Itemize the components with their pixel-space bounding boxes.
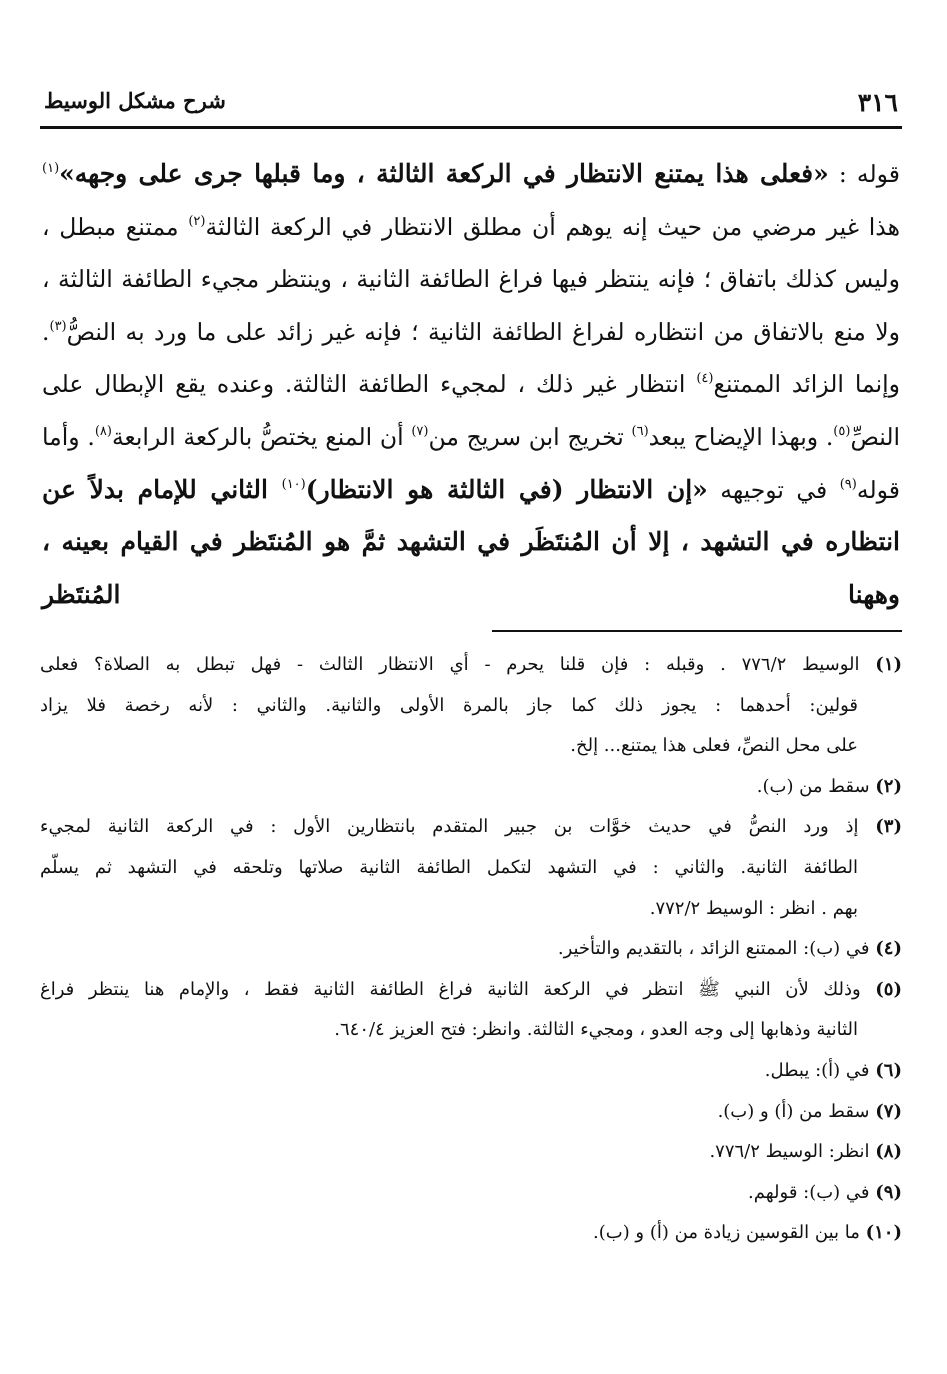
footnote-number: (٥) <box>875 978 902 1000</box>
text-segment: أن المنع يختصُّ بالركعة الرابعة <box>111 422 412 451</box>
footnote-ref: (٤) <box>696 371 714 387</box>
text-segment: . وأما قوله <box>42 422 900 504</box>
footnote-number: (٨) <box>875 1141 902 1163</box>
footnote-line: قولين: أحدهما : يجوز ذلك كما جاز بالمرة الأولى والثانية. والثاني : لأنه رخصة فلا يزاد <box>40 694 858 716</box>
footnote-7 <box>40 1092 902 1133</box>
quoted-text: الثاني للإمام بدلاً عن انتظاره في التشهد ، إلا أن المُنتَظَر في التشهد ثمَّ هو المُنتَظر في القيام بعينه ، وههنا المُنتَظر <box>42 474 900 609</box>
footnote-line: على محل النصِّ، فعلى هذا يمتنع... إلخ. <box>570 735 858 757</box>
text-segment: . وبهذا الإيضاح يبعد <box>648 422 834 451</box>
footnote-line: بهم . انظر : الوسيط ٧٧٢/٢. <box>649 897 858 919</box>
footnote-ref: (٨) <box>94 423 112 439</box>
text-segment: في توجيهه <box>707 475 840 504</box>
footnote-line <box>40 970 902 1011</box>
footnote-line <box>40 767 902 808</box>
footnote-text: في (أ): يبطل. <box>764 1059 870 1081</box>
footnote-line <box>40 929 902 970</box>
footnote-ref: (٦) <box>631 423 649 439</box>
running-title: شرح مشكل الوسيط <box>44 88 226 113</box>
footnote-5 <box>40 970 902 1051</box>
footnote-text: إذ ورد النصُّ في حديث خوَّات بن جبير المتقدم بانتظارين الأول : في الركعة الثانية لمجيء <box>40 816 859 838</box>
quoted-text: «إن الانتظار (في الثالثة هو الانتظار) <box>305 474 708 504</box>
footnote-number: (١٠) <box>865 1222 902 1244</box>
footnote-number: (٣) <box>875 816 902 838</box>
footnote-10 <box>40 1213 902 1254</box>
footnote-ref: (٣) <box>49 318 67 334</box>
footnote-separator <box>492 630 902 632</box>
footnote-ref: (١٠) <box>281 476 306 492</box>
footnote-ref: (٧) <box>411 423 429 439</box>
footnote-3 <box>40 807 902 929</box>
text-segment: ممتنع مبطل ، وليس كذلك باتفاق ؛ فإنه ينتظر فيها فراغ الطائفة الثانية ، وينتظر مجيء الطائفة الثالثة ، ولا منع بالاتفاق من انتظاره لفراغ الطائفة الثانية ؛ فإنه غير زائد على ما ورد به النصُّ <box>42 212 900 346</box>
text-segment: . وإنما الزائد الممتنع <box>42 317 900 399</box>
footnote-ref: (٩) <box>839 476 857 492</box>
footnote-text: وذلك لأن النبي ﷺ انتظر في الركعة الثانية فراغ الطائفة الثانية فقط ، والإمام هنا ينتظر فراغ <box>40 978 861 1000</box>
footnote-line <box>40 1092 902 1133</box>
footnote-number: (٢) <box>875 775 902 797</box>
footnote-text: ما بين القوسين زيادة من (أ) و (ب). <box>593 1222 860 1244</box>
footnote-number: (٦) <box>875 1059 902 1081</box>
footnote-line <box>40 1051 902 1092</box>
footnote-text: الوسيط ٧٧٦/٢ . وقبله : فإن قلنا يحرم - أي الانتظار الثالث - فهل تبطل به الصلاة؟ فعلى <box>40 654 860 675</box>
footnote-text: انظر: الوسيط ٧٧٦/٢. <box>709 1141 870 1163</box>
footnote-ref: (٥) <box>833 423 851 439</box>
footnotes <box>40 645 902 1254</box>
text-segment: تخريج ابن سريج من <box>428 422 632 451</box>
footnote-text: سقط من (ب). <box>756 775 870 797</box>
quoted-text: «فعلى هذا يمتنع الانتظار في الركعة الثالثة ، وما قبلها جرى على وجهه» <box>59 159 829 188</box>
footnote-line <box>40 1173 902 1214</box>
footnote-number: (١) <box>875 654 903 675</box>
footnote-text: سقط من (أ) و (ب). <box>717 1100 870 1122</box>
text-segment: هذا غير مرضي من حيث إنه يوهم أن مطلق الانتظار في الركعة الثالثة <box>205 212 900 241</box>
footnote-number: (٩) <box>875 1181 902 1203</box>
footnote-text: في (ب): الممتنع الزائد ، بالتقديم والتأخير. <box>557 938 870 960</box>
footnote-9 <box>40 1173 902 1214</box>
footnote-line: الطائفة الثانية. والثاني : في التشهد لتكمل الطائفة الثانية صلاتها وتلحقه في التشهد ثم يسلّم <box>40 856 858 878</box>
footnote-1 <box>40 645 902 767</box>
footnote-6 <box>40 1051 902 1092</box>
footnote-2 <box>40 767 902 808</box>
footnote-ref: (٢) <box>188 213 206 229</box>
footnote-line <box>40 807 902 848</box>
footnote-number: (٤) <box>875 938 902 960</box>
footnote-ref: (١) <box>42 161 60 176</box>
footnote-line <box>40 1132 902 1173</box>
footnote-8 <box>40 1132 902 1173</box>
footnote-text: في (ب): قولهم. <box>748 1181 870 1203</box>
footnote-line: الثانية وذهابها إلى وجه العدو ، ومجيء الثالثة. وانظر: فتح العزيز ٦٤٠/٤. <box>334 1019 858 1041</box>
page-number: ٣١٦ <box>857 88 898 117</box>
text-segment: انتظار غير ذلك ، لمجيء الطائفة الثالثة. وعنده يقع الإبطال على النصِّ <box>42 370 901 451</box>
text-segment: قوله : <box>828 160 900 188</box>
footnote-line <box>40 1213 902 1254</box>
footnote-line <box>40 645 902 686</box>
footnote-number: (٧) <box>875 1100 902 1122</box>
footnote-4 <box>40 929 902 970</box>
page-header <box>40 86 902 129</box>
main-text <box>42 148 900 621</box>
